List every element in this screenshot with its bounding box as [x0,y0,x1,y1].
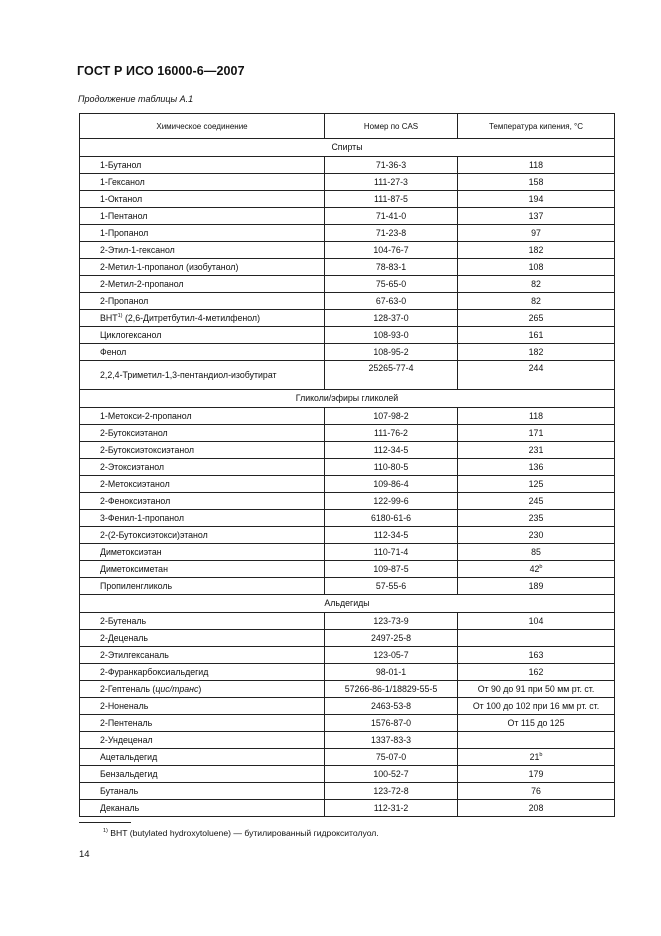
table-row [80,613,615,630]
boiling-point-value: 162 [528,666,544,677]
compound-name-text: Фенол [100,346,127,357]
boiling-point [458,715,615,732]
cas-number: 71-41-0 [325,208,458,225]
compound-name [80,242,325,259]
compound-name [80,783,325,800]
table-row [80,242,615,259]
compound-name-text: 2,2,4-Триметил-1,3-пентандиол-изобутират [100,369,277,380]
compound-name-text: 2-Метоксиэтанол [100,478,170,489]
boiling-point [458,442,615,459]
table-row [80,578,615,595]
compound-name-text: 2-Метил-1-пропанол (изобутанол) [100,261,239,272]
cas-number: 111-76-2 [325,425,458,442]
footnote-reference: b [539,751,543,758]
cas-number: 122-99-6 [325,493,458,510]
cas-number: 71-36-3 [325,157,458,174]
compound-name [80,527,325,544]
table-caption: Продолжение таблицы А.1 [78,94,194,104]
boiling-point-value: 104 [528,615,544,626]
table-row [80,698,615,715]
compound-name [80,732,325,749]
boiling-point-value: 182 [528,346,544,357]
table-row [80,732,615,749]
compound-name [80,578,325,595]
column-header-cas: Номер по CAS [325,114,458,139]
table-row [80,425,615,442]
compound-name [80,664,325,681]
boiling-point-value: 208 [528,802,544,813]
compound-name [80,174,325,191]
page-number: 14 [79,849,90,860]
boiling-point [458,647,615,664]
cas-number: 109-86-4 [325,476,458,493]
boiling-point-value: От 115 до 125 [507,717,565,728]
compound-name [80,613,325,630]
cas-number: 100-52-7 [325,766,458,783]
compound-name-text: 2-Ундеценал [100,734,153,745]
table-header-row [80,114,615,139]
table-body [80,139,615,817]
table-row [80,476,615,493]
table-row [80,749,615,766]
footnote-reference: b [539,563,543,570]
compound-name-text: 2-Бутеналь [100,615,147,626]
compound-name-text: 2-Фуранкарбоксиальдегид [100,666,209,677]
compound-name [80,259,325,276]
cas-number: 6180-61-6 [325,510,458,527]
cas-number: 57-55-6 [325,578,458,595]
boiling-point-value: 182 [528,244,544,255]
compound-name [80,749,325,766]
cas-number: 110-71-4 [325,544,458,561]
boiling-point [458,242,615,259]
cas-number: 112-34-5 [325,527,458,544]
section-row [80,390,615,408]
boiling-point-value: 189 [528,580,544,591]
boiling-point-value: 245 [528,495,544,506]
compound-name [80,715,325,732]
footnote-reference: 1) [117,312,123,319]
boiling-point [458,783,615,800]
boiling-point [458,493,615,510]
compound-name-text: Циклогексанол [100,329,162,340]
section-title: Гликоли/эфиры гликолей [80,390,615,408]
boiling-point [458,749,615,766]
cas-number: 112-31-2 [325,800,458,817]
cas-number: 2463-53-8 [325,698,458,715]
compound-name [80,208,325,225]
table-row [80,157,615,174]
table-row [80,208,615,225]
compound-name [80,191,325,208]
compound-name [80,493,325,510]
document-title: ГОСТ Р ИСО 16000-6—2007 [77,64,245,78]
table-row [80,783,615,800]
boiling-point [458,191,615,208]
compound-name-text: Деканаль [100,802,140,813]
boiling-point [458,578,615,595]
cas-number: 57266-86-1/18829-55-5 [325,681,458,698]
compound-name-text: 2-Деценаль [100,632,148,643]
footnote-divider [79,822,131,823]
boiling-point-value: 76 [531,785,541,796]
boiling-point [458,293,615,310]
compound-name [80,408,325,425]
boiling-point [458,425,615,442]
boiling-point-value: 179 [528,768,544,779]
boiling-point [458,459,615,476]
boiling-point [458,664,615,681]
cas-number: 75-07-0 [325,749,458,766]
chemical-table [79,113,615,817]
table-row [80,442,615,459]
boiling-point-value: 230 [528,529,544,540]
column-header-compound: Химическое соединение [80,114,325,139]
compound-name-text: BHT [100,312,118,323]
boiling-point [458,361,615,390]
compound-name-text: 2-Этилгексаналь [100,649,169,660]
cas-number: 2497-25-8 [325,630,458,647]
table-row [80,361,615,390]
boiling-point [458,310,615,327]
compound-name-text: 2-(2-Бутоксиэтокси)этанол [100,529,208,540]
boiling-point-value: От 100 до 102 при 16 мм рт. ст. [472,700,600,711]
boiling-point-value: 42 [529,563,540,574]
boiling-point [458,276,615,293]
boiling-point [458,732,615,749]
cas-number: 67-63-0 [325,293,458,310]
cas-number: 123-73-9 [325,613,458,630]
compound-name-text: 2-Пропанол [100,295,149,306]
compound-name-text: 1-Пентанол [100,210,148,221]
isomer-note: цис/транс [155,683,199,694]
table-row [80,715,615,732]
compound-name-text: 2-Бутоксиэтоксиэтанол [100,444,195,455]
boiling-point-value: 171 [528,427,544,438]
cas-number: 1337-83-3 [325,732,458,749]
compound-name [80,459,325,476]
cas-number: 107-98-2 [325,408,458,425]
boiling-point-value: 231 [528,444,544,455]
boiling-point-value: 136 [528,461,544,472]
compound-name-text: Диметоксиэтан [100,546,162,557]
compound-name-text: Бензальдегид [100,768,158,779]
table-row [80,174,615,191]
compound-name [80,510,325,527]
table-row [80,191,615,208]
table-row [80,510,615,527]
boiling-point [458,208,615,225]
boiling-point-value: 265 [528,312,544,323]
footnote-text: BHT (butylated hydroxytoluene) — бутилированный гидрокситолуол. [110,828,379,838]
compound-name-text: 1-Октанол [100,193,143,204]
boiling-point-value: 118 [528,410,544,421]
table-row [80,800,615,817]
compound-name-text: Диметоксиметан [100,563,168,574]
boiling-point [458,561,615,578]
compound-name-text: 2-Пентеналь [100,717,153,728]
boiling-point [458,225,615,242]
cas-number: 71-23-8 [325,225,458,242]
table-row [80,544,615,561]
boiling-point-value: 125 [528,478,544,489]
compound-name-text: Бутаналь [100,785,139,796]
cas-number: 78-83-1 [325,259,458,276]
compound-name [80,425,325,442]
compound-name [80,310,325,327]
compound-name-text: 1-Бутанол [100,159,142,170]
table-row [80,630,615,647]
compound-name-text: Пропиленгликоль [100,580,173,591]
boiling-point [458,800,615,817]
table-row [80,344,615,361]
table-row [80,459,615,476]
compound-name [80,766,325,783]
compound-name-text: 2-Феноксиэтанол [100,495,171,506]
boiling-point-value: 97 [531,227,541,238]
cas-number: 111-27-3 [325,174,458,191]
boiling-point [458,630,615,647]
compound-name-text: 2-Этоксиэтанол [100,461,165,472]
cas-number: 110-80-5 [325,459,458,476]
cas-number: 104-76-7 [325,242,458,259]
boiling-point [458,476,615,493]
compound-name [80,327,325,344]
compound-name [80,293,325,310]
boiling-point [458,698,615,715]
table-row [80,561,615,578]
boiling-point-value: 235 [528,512,544,523]
compound-name-text: 2-Этил-1-гексанол [100,244,175,255]
table-row [80,259,615,276]
table-row [80,408,615,425]
boiling-point-value: 21 [529,751,540,762]
compound-name-text: 1-Пропанол [100,227,149,238]
boiling-point [458,327,615,344]
boiling-point [458,157,615,174]
boiling-point [458,510,615,527]
boiling-point [458,259,615,276]
compound-name [80,276,325,293]
table-row [80,293,615,310]
boiling-point-value: 118 [528,159,544,170]
compound-name-text: 1-Метокси-2-пропанол [100,410,192,421]
table-row [80,310,615,327]
column-header-boiling-point: Температура кипения, °С [458,114,615,139]
boiling-point [458,613,615,630]
table-row [80,493,615,510]
boiling-point-value: 244 [528,363,544,373]
boiling-point [458,408,615,425]
compound-name-text: 3-Фенил-1-пропанол [100,512,184,523]
compound-name [80,698,325,715]
cas-number: 1576-87-0 [325,715,458,732]
compound-name-text: 1-Гексанол [100,176,145,187]
boiling-point [458,544,615,561]
boiling-point-value: 85 [531,546,541,557]
boiling-point [458,174,615,191]
boiling-point [458,527,615,544]
boiling-point-value: 194 [528,193,544,204]
compound-name [80,800,325,817]
boiling-point-value: 82 [531,295,541,306]
boiling-point-value: 137 [528,210,544,221]
compound-name [80,157,325,174]
compound-name [80,544,325,561]
compound-name [80,442,325,459]
boiling-point [458,681,615,698]
cas-number: 111-87-5 [325,191,458,208]
cas-number: 112-34-5 [325,442,458,459]
table-row [80,327,615,344]
cas-number: 98-01-1 [325,664,458,681]
compound-name [80,344,325,361]
compound-name [80,681,325,698]
section-title: Спирты [80,139,615,157]
section-title: Альдегиды [80,595,615,613]
compound-name-suffix: (2,6-Дитретбутил-4-метилфенол) [122,312,260,323]
compound-name-suffix: ) [198,683,202,694]
cas-number: 109-87-5 [325,561,458,578]
compound-name-text: 2-Гептеналь ( [100,683,156,694]
boiling-point-value: 158 [528,176,544,187]
table-row [80,225,615,242]
cas-number: 108-95-2 [325,344,458,361]
cas-number: 25265-77-4 [325,361,458,390]
compound-name-text: 2-Ноненаль [100,700,149,711]
table-row [80,527,615,544]
boiling-point-value: 163 [528,649,544,660]
cas-number: 123-72-8 [325,783,458,800]
boiling-point-value: 82 [531,278,541,289]
footnote [103,828,379,838]
compound-name-text: 2-Бутоксиэтанол [100,427,168,438]
compound-name [80,361,325,390]
compound-name-text: 2-Метил-2-пропанол [100,278,184,289]
table-row [80,766,615,783]
compound-name [80,647,325,664]
table-row [80,647,615,664]
cas-number: 128-37-0 [325,310,458,327]
compound-name [80,225,325,242]
compound-name-text: Ацетальдегид [100,751,158,762]
section-row [80,595,615,613]
compound-name [80,561,325,578]
boiling-point [458,344,615,361]
section-row [80,139,615,157]
table-row [80,276,615,293]
compound-name [80,630,325,647]
cas-number: 75-65-0 [325,276,458,293]
table-row [80,681,615,698]
boiling-point-value: От 90 до 91 при 50 мм рт. ст. [477,683,595,694]
boiling-point-value: 161 [528,329,544,340]
boiling-point-value: 108 [528,261,544,272]
cas-number: 108-93-0 [325,327,458,344]
footnote-mark: 1) [103,828,108,834]
table-row [80,664,615,681]
cas-number: 123-05-7 [325,647,458,664]
compound-name [80,476,325,493]
boiling-point [458,766,615,783]
